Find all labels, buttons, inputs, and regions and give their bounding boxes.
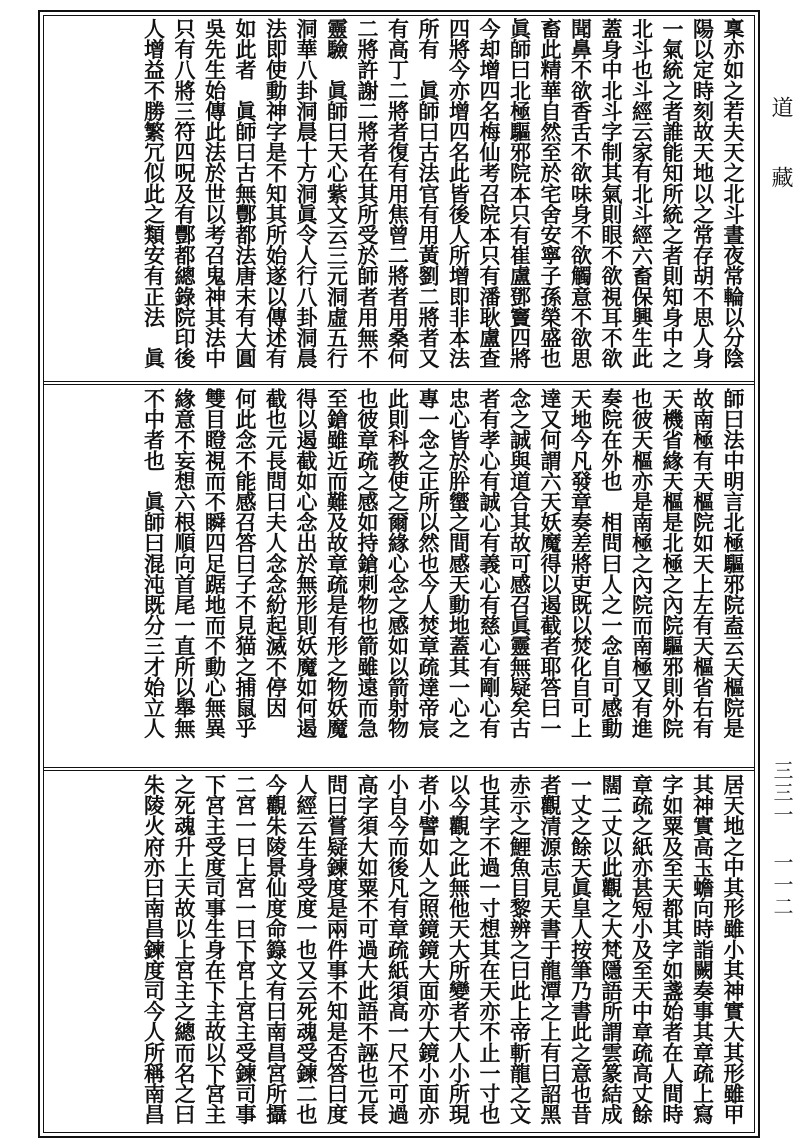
text-column: 一氣統之者誰能知所統之者則知身中之 (660, 18, 685, 369)
text-column: 章疏之紙亦甚短小及至天中章疏高丈餘 (629, 774, 655, 1125)
text-column: 念之誠與道合其故可感召眞靈無疑矣古 (507, 388, 533, 739)
text-column: 以今觀之此無他天大所變者大人小所現 (446, 774, 472, 1125)
text-column: 二將許謝二將者在其所受於師者用無不 (355, 18, 380, 369)
column-group-middle (46, 388, 752, 764)
text-column: 靈驗 眞師曰天心紫文云三元洞虛五行 (324, 18, 350, 369)
text-column: 專一念之正所以然也今人焚章疏達帝宸 (416, 388, 441, 739)
panel-divider (43, 767, 755, 768)
text-column: 忠心皆於肸蠁之間感天動地蓋其一心之 (446, 388, 472, 739)
text-column: 今却增四名梅仙考召院本只有潘耿盧查 (477, 18, 502, 369)
text-column: 字如粟及至天都其字如盞始者在人間時 (660, 774, 685, 1125)
page-number: 三三一 一一二 (770, 760, 794, 918)
text-column: 者小譬如人之照鏡鏡大面亦大鏡小面亦 (416, 774, 441, 1125)
text-column: 赤示之鯉魚目黎辨之曰此上帝斬龍之文 (507, 774, 533, 1125)
text-column: 只有八將三符四呪及有酆都總錄院印後 (172, 18, 197, 369)
text-column: 問曰嘗疑鍊度是兩件事不知是否答曰度 (324, 774, 350, 1125)
margin-label: 道藏 (768, 96, 793, 236)
text-panel-bottom (46, 774, 752, 1132)
text-column: 故南極有天樞院如天上左有天樞省右有 (690, 388, 716, 739)
text-column: 人增益不勝繁冗似此之類安有正法 眞 (141, 18, 167, 369)
text-column: 下宮主受度司事生身在下主故以下宮主 (202, 774, 228, 1125)
text-column: 四將今亦增四名此皆後人所增即非本法 (446, 18, 472, 369)
column-group-top (46, 18, 752, 378)
text-column: 吳先生始傳此法於世以考召鬼神其法中 (202, 18, 228, 369)
text-column: 稟亦如之若夫天之北斗晝夜常輪以分陰 (721, 18, 746, 369)
text-panel-middle (46, 388, 752, 764)
text-column: 得以遏截如心念出於無形則妖魔如何遏 (294, 388, 319, 739)
text-column: 者有孝心有誠心有義心有慈心有剛心有 (477, 388, 502, 739)
text-column: 師曰法中明言北極驅邪院盍云天樞院是 (721, 388, 746, 739)
text-column: 人經云生身受度一也又云死魂受鍊二也 (294, 774, 319, 1125)
text-column: 洞華八卦洞晨十方洞眞令人行八卦洞晨 (294, 18, 319, 369)
text-panel-top (46, 18, 752, 378)
text-column: 法即使動神字是不知其所始遂以傳述有 (263, 18, 289, 369)
text-column: 緣意不妄想六根順向首尾一直所以舉無 (172, 388, 197, 739)
panel-divider (43, 381, 755, 382)
text-column: 居天地之中其形雖小其神實大其形雖甲 (721, 774, 746, 1125)
text-column: 朱陵火府亦曰南昌鍊度司今人所稱南昌 (141, 774, 167, 1125)
text-column: 也其字不過一寸想其在天亦不止一寸也 (477, 774, 502, 1125)
text-column: 也彼章疏之感如持鎗刺物也箭雖遠而急 (355, 388, 380, 739)
text-column: 此則科教使之爾緣心念之感如以箭射物 (385, 388, 411, 739)
text-column: 蓋身中北斗字制其氣則眼不欲視耳不欲 (599, 18, 624, 369)
text-column: 截也元長問曰夫人念念紛起滅不停因 (263, 388, 289, 718)
text-column: 奏院在外也 相問曰人之一念自可感動 (599, 388, 624, 739)
text-column: 天機省緣天樞是北極之內院驅邪則外院 (660, 388, 685, 739)
column-group-bottom (46, 774, 752, 1132)
text-column: 何此念不能感召答曰子不見猫之捕鼠乎 (233, 388, 258, 739)
page-frame (38, 10, 760, 1138)
text-column: 陽以定時刻故天地以之常存胡不思人身 (690, 18, 716, 369)
text-column: 如此者 眞師曰古無酆都法唐末有大圓 (233, 18, 258, 369)
text-column: 一丈之餘天眞皇人按筆乃書此之意也昔 (568, 774, 594, 1125)
text-column: 闊二丈以此觀之大梵隱語所謂雲篆結成 (599, 774, 624, 1125)
text-column: 不中者也 眞師曰混沌既分三才始立人 (141, 388, 167, 739)
text-column: 天地今凡發章奏差將吏既以焚化自可上 (568, 388, 594, 739)
text-column: 今觀朱陵景仙度命籙文有曰南昌宮所攝 (263, 774, 289, 1125)
text-column: 畜此精華自然至於宅舍安寧子孫榮盛也 (538, 18, 563, 369)
text-column: 有高丁二將者復有用焦曾二將者用桑何 (385, 18, 411, 369)
text-column: 也彼天樞亦是南極之內院而南極又有進 (629, 388, 655, 739)
text-column: 聞鼻不欲香舌不欲味身不欲觸意不欲思 (568, 18, 594, 369)
text-column: 之死魂升上天故以上宮主之總而名之曰 (172, 774, 197, 1125)
text-column: 者觀清源志見天書于龍潭之上有曰詔黑 (538, 774, 563, 1125)
text-column: 至鎗雖近而難及故章疏是有形之物妖魔 (324, 388, 350, 739)
text-column: 北斗也斗經云家有北斗經六畜保興生此 (629, 18, 655, 369)
text-column: 小自今而後凡有章疏紙須高一尺不可過 (385, 774, 411, 1125)
text-column: 二宮一曰上宮一曰下宮上宮主受鍊司事 (233, 774, 258, 1125)
text-column: 雙目瞪視而不瞬四足踞地而不動心無異 (202, 388, 228, 739)
text-column: 眞師曰北極驅邪院本只有崔盧鄧竇四將 (507, 18, 533, 369)
text-column: 其神實高玉蟾向時詣闕奏事其章疏上寫 (690, 774, 716, 1125)
text-column: 達又何謂六天妖魔得以遏截者耶答曰一 (538, 388, 563, 739)
text-column: 高字須大如粟不可過大此語不誣也元長 (355, 774, 380, 1125)
text-column: 所有 眞師曰古法官有用黃劉二將者又 (416, 18, 441, 369)
